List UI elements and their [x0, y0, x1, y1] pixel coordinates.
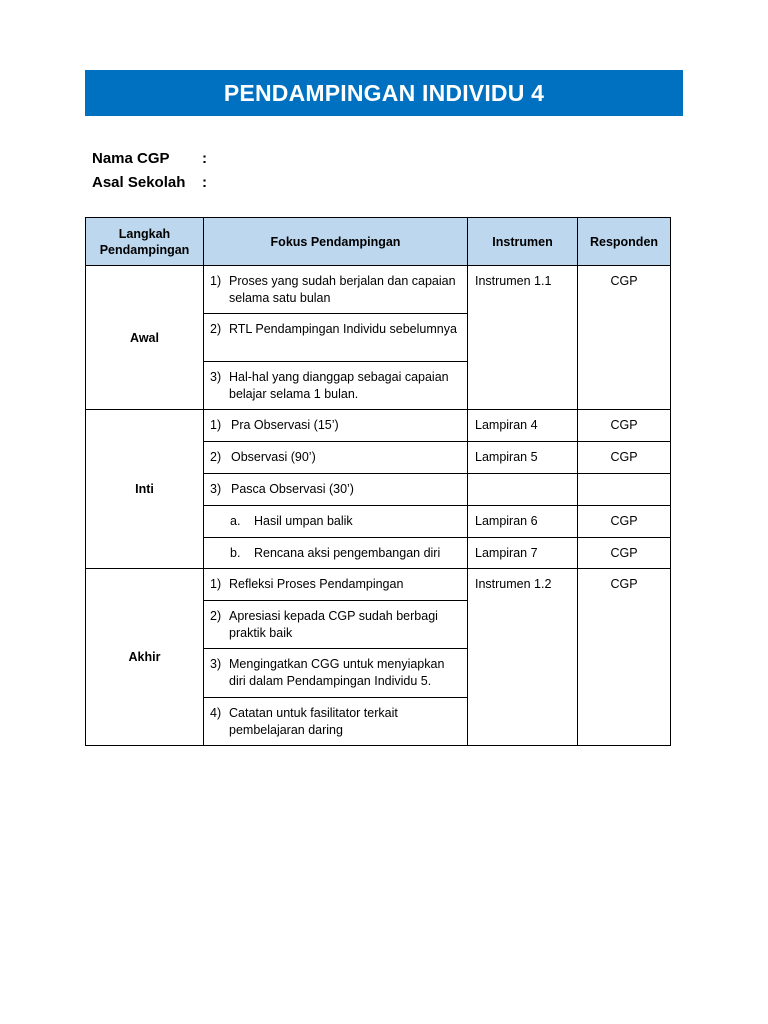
header-fokus: Fokus Pendampingan — [204, 218, 468, 266]
fokus-cell — [204, 410, 468, 442]
item-text: Rencana aksi pengembangan diri — [254, 546, 441, 560]
fokus-cell — [204, 538, 468, 569]
item-number: 3) — [210, 482, 222, 496]
fokus-cell — [204, 506, 468, 538]
item-text: Hasil umpan balik — [254, 514, 353, 528]
item-text: Proses yang sudah berjalan dan capaian selama satu bulan — [229, 274, 456, 305]
langkah-akhir: Akhir — [86, 569, 204, 746]
table-header-row — [86, 218, 671, 266]
fokus-cell — [204, 442, 468, 474]
item-text: Hal-hal yang dianggap sebagai capaian belajar selama 1 bulan. — [229, 370, 449, 401]
fokus-cell — [204, 266, 468, 314]
instrumen-cell — [468, 474, 578, 506]
item-number: 1) — [210, 418, 222, 432]
item-text: Mengingatkan CGG untuk menyiapkan diri dalam Pendampingan Individu 5. — [229, 657, 445, 688]
instrumen-cell: Lampiran 7 — [468, 538, 578, 569]
item-text: Catatan untuk fasilitator terkait pembelajaran daring — [229, 706, 398, 737]
item-number: a. — [230, 514, 241, 528]
item-number: b. — [230, 546, 241, 560]
instrumen-cell: Lampiran 4 — [468, 410, 578, 442]
responden-cell: CGP — [578, 538, 671, 569]
responden-cell: CGP — [578, 506, 671, 538]
instrumen-cell: Instrumen 1.2 — [468, 569, 578, 746]
instrumen-cell: Lampiran 6 — [468, 506, 578, 538]
item-number: 2) — [210, 609, 222, 623]
nama-cgp-colon: : — [202, 150, 207, 167]
langkah-awal: Awal — [86, 266, 204, 410]
header-instrumen: Instrumen — [468, 218, 578, 266]
item-number: 1) — [210, 274, 222, 288]
instrumen-cell: Instrumen 1.1 — [468, 266, 578, 410]
fokus-cell — [204, 569, 468, 601]
header-responden: Responden — [578, 218, 671, 266]
table-row — [86, 266, 671, 314]
item-number: 2) — [210, 322, 222, 336]
item-number: 4) — [210, 706, 222, 720]
fokus-cell — [204, 474, 468, 506]
item-text: Pasca Observasi (30’) — [231, 482, 354, 496]
header-langkah: Langkah Pendampingan — [86, 218, 204, 266]
pendampingan-table — [85, 217, 671, 746]
responden-cell: CGP — [578, 569, 671, 746]
fokus-cell — [204, 698, 468, 746]
item-text: Apresiasi kepada CGP sudah berbagi praktik baik — [229, 609, 438, 640]
page-title: PENDAMPINGAN INDIVIDU 4 — [85, 70, 683, 116]
item-text: Refleksi Proses Pendampingan — [229, 577, 404, 591]
item-text: Pra Observasi (15’) — [231, 418, 339, 432]
fokus-cell — [204, 601, 468, 649]
asal-sekolah-colon: : — [202, 174, 207, 191]
item-number: 1) — [210, 577, 222, 591]
item-text: RTL Pendampingan Individu sebelumnya — [229, 322, 457, 336]
table-row — [86, 410, 671, 442]
langkah-inti: Inti — [86, 410, 204, 569]
nama-cgp-label: Nama CGP — [92, 150, 170, 167]
item-number: 3) — [210, 370, 222, 384]
fokus-cell — [204, 362, 468, 410]
item-text: Observasi (90’) — [231, 450, 316, 464]
asal-sekolah-field — [92, 174, 207, 191]
responden-cell — [578, 474, 671, 506]
responden-cell: CGP — [578, 410, 671, 442]
fokus-cell — [204, 649, 468, 698]
asal-sekolah-label: Asal Sekolah — [92, 174, 186, 191]
responden-cell: CGP — [578, 266, 671, 410]
nama-cgp-field — [92, 150, 207, 167]
fokus-cell — [204, 314, 468, 362]
item-number: 3) — [210, 657, 222, 671]
table-row — [86, 569, 671, 601]
responden-cell: CGP — [578, 442, 671, 474]
item-number: 2) — [210, 450, 222, 464]
instrumen-cell: Lampiran 5 — [468, 442, 578, 474]
